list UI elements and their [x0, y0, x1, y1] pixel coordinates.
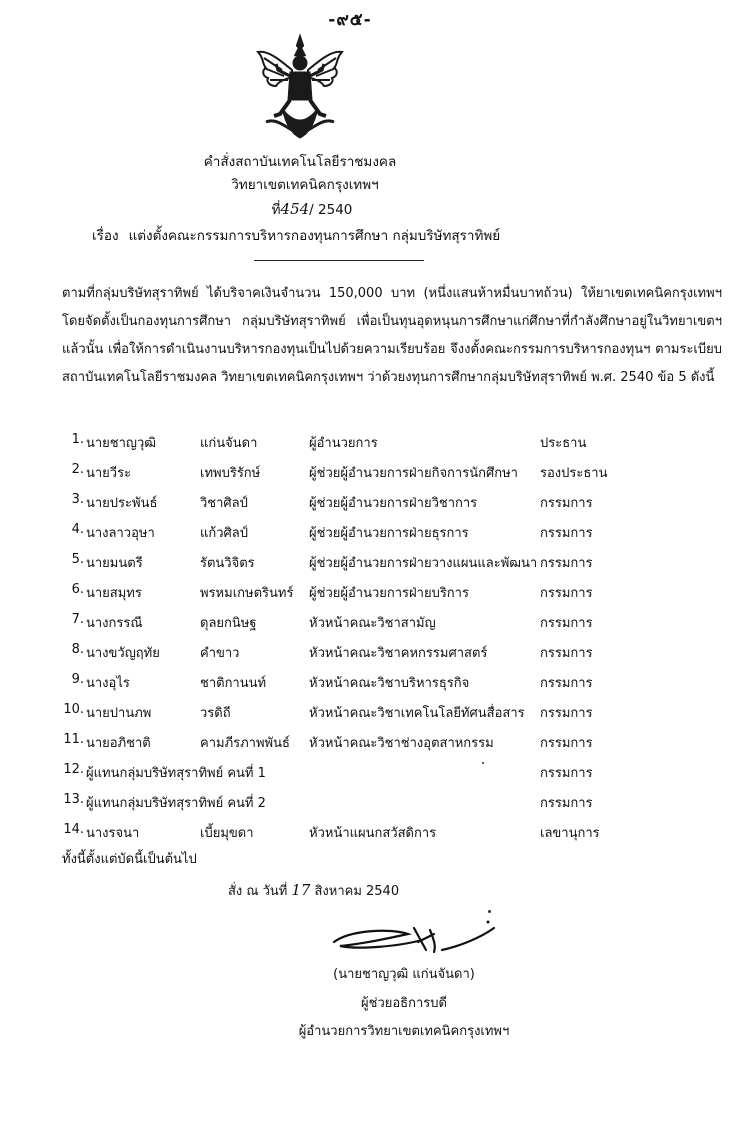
member-surname: พรหมเกษตรินทร์: [200, 586, 294, 601]
member-name: นายสมุทร: [86, 586, 142, 601]
member-position: หัวหน้าคณะวิชาบริหารธุรกิจ: [309, 676, 470, 691]
member-number: 13.: [63, 792, 84, 807]
scan-speck: [482, 762, 484, 764]
member-role: เลขานุการ: [540, 826, 600, 841]
order-day-handwritten: 17: [291, 881, 311, 899]
member-position: หัวหน้าคณะวิชาคหกรรมศาสตร์: [309, 646, 488, 661]
member-role: กรรมการ: [540, 736, 593, 751]
member-name: นายมนตรี: [86, 556, 143, 571]
member-number: 12.: [63, 762, 84, 777]
member-row: [62, 612, 742, 642]
member-surname: ดุลยกนิษฐ: [200, 616, 257, 631]
member-name: ผู้แทนกลุ่มบริษัทสุราทิพย์ คนที่ 1: [86, 766, 266, 781]
member-name: นางรจนา: [86, 826, 140, 841]
member-surname: ชาติกานนท์: [200, 676, 267, 691]
member-row: [62, 432, 742, 462]
member-position: ผู้ช่วยผู้อำนวยการฝ่ายกิจการนักศึกษา: [309, 466, 518, 481]
member-role: กรรมการ: [540, 616, 593, 631]
order-date-prefix: สั่ง ณ วันที่: [228, 884, 288, 899]
member-number: 2.: [71, 462, 84, 477]
member-name: นางอุไร: [86, 676, 130, 691]
member-role: กรรมการ: [540, 676, 593, 691]
signatory-title-2: ผู้อำนวยการวิทยาเขตเทคนิคกรุงเทพฯ: [298, 1024, 510, 1039]
member-row: [62, 462, 742, 492]
document-number-handwritten: 454: [280, 200, 310, 218]
member-name: นายปานภพ: [86, 706, 152, 721]
member-position: หัวหน้าคณะวิชาเทคโนโลยีทัศนสื่อสาร: [309, 706, 525, 721]
member-name: นายอภิชาติ: [86, 736, 151, 751]
member-name: นางลาวอุษา: [86, 526, 155, 541]
member-surname: คามภีรภาพพันธ์: [200, 736, 290, 751]
member-name: นายวีระ: [86, 466, 132, 481]
member-role: กรรมการ: [540, 556, 593, 571]
document-number-year: / 2540: [309, 202, 353, 218]
signatory-title-1: ผู้ช่วยอธิการบดี: [361, 996, 447, 1011]
garuda-emblem-icon: [252, 30, 348, 142]
member-number: 5.: [71, 552, 84, 567]
member-position: ผู้ช่วยผู้อำนวยการฝ่ายวางแผนและพัฒนา: [309, 556, 538, 571]
member-role: กรรมการ: [540, 526, 593, 541]
member-number: 9.: [71, 672, 84, 687]
member-surname: แก้วศิลป์: [200, 526, 249, 541]
document-number: [0, 198, 684, 220]
member-position: ผู้ช่วยผู้อำนวยการฝ่ายธุรการ: [309, 526, 469, 541]
member-number: 8.: [71, 642, 84, 657]
member-row: [62, 702, 742, 732]
handwritten-signature-icon: [330, 920, 500, 960]
member-position: หัวหน้าแผนกสวัสดิการ: [309, 826, 437, 841]
member-number: 10.: [63, 702, 84, 717]
member-row: [62, 522, 742, 552]
closing-statement: ทั้งนี้ตั้งแต่บัดนี้เป็นต้นไป: [62, 852, 197, 867]
member-role: กรรมการ: [540, 496, 593, 511]
member-position: ผู้อำนวยการ: [309, 436, 378, 451]
member-role: กรรมการ: [540, 766, 593, 781]
issuer-line-2: วิทยาเขตเทคนิคกรุงเทพฯ: [231, 177, 379, 193]
member-row: [62, 552, 742, 582]
member-role: รองประธาน: [540, 466, 608, 481]
member-number: 6.: [71, 582, 84, 597]
member-row: [62, 672, 742, 702]
member-position: หัวหน้าคณะวิชาสามัญ: [309, 616, 436, 631]
member-surname: คำขาว: [200, 646, 240, 661]
member-role: กรรมการ: [540, 706, 593, 721]
order-month-year: สิงหาคม 2540: [314, 884, 400, 899]
member-surname: วิชาศิลป์: [200, 496, 248, 511]
member-surname: เทพบริรักษ์: [200, 466, 261, 481]
scan-speck: [488, 910, 491, 913]
page-number: -๙๕-: [328, 10, 372, 30]
member-role: กรรมการ: [540, 796, 593, 811]
subject-text: แต่งตั้งคณะกรรมการบริหารกองทุนการศึกษา กลุ่มบริษัทสุราทิพย์: [128, 228, 501, 244]
member-row: [62, 642, 742, 672]
member-name: นายประพันธ์: [86, 496, 158, 511]
member-number: 4.: [71, 522, 84, 537]
member-surname: แก่นจันดา: [200, 436, 258, 451]
member-position: ผู้ช่วยผู้อำนวยการฝ่ายวิชาการ: [309, 496, 478, 511]
member-name: นางกรรณี: [86, 616, 143, 631]
member-surname: วรดิถี: [200, 706, 231, 721]
member-name: ผู้แทนกลุ่มบริษัทสุราทิพย์ คนที่ 2: [86, 796, 266, 811]
member-name: นางขวัญฤทัย: [86, 646, 160, 661]
body-paragraph: ตามที่กลุ่มบริษัทสุราทิพย์ ได้บริจาคเงินจำนวน 150,000 บาท (หนึ่งแสนห้าหมื่นบาทถ้วน) ให้ยาเขตเทคนิคกรุงเทพฯ โดยจัดตั้งเป็นกองทุนการศึกษา กลุ่มบริษัทสุราทิพย์ เพื่อเป็นทุนอุดหนุนการศึกษาแก่ศึกษาที่กำลังศึกษาอยู่ในวิทยาเขตฯ แล้วนั้น เพื่อให้การดำเนินงานบริหารกองทุนเป็นไปด้วยความเรียบร้อย จึงงตั้งคณะกรรมการบริหารกองทุนฯ ตามระเบียบสถาบันเทคโนโลยีราชมงคล วิทยาเขตเทคนิคกรุงเทพฯ ว่าด้วยงทุนการศึกษากลุ่มบริษัทสุราทิพย์ พ.ศ. 2540 ข้อ 5 ดังนี้: [62, 286, 722, 385]
member-list: [62, 432, 742, 852]
member-number: 14.: [63, 822, 84, 837]
member-role: กรรมการ: [540, 586, 593, 601]
member-position: หัวหน้าคณะวิชาช่างอุตสาหกรรม: [309, 736, 494, 751]
document-number-prefix: ที่: [271, 202, 281, 218]
member-surname: รัตนวิจิตร: [200, 556, 255, 571]
member-row: [62, 732, 742, 762]
member-role: ประธาน: [540, 436, 587, 451]
member-number: 11.: [63, 732, 84, 747]
member-row: [62, 762, 742, 792]
subject-label: เรื่อง: [92, 228, 119, 244]
member-surname: เบี้ยมุขดา: [200, 826, 254, 841]
member-number: 1.: [71, 432, 84, 447]
order-date-line: [228, 880, 399, 901]
member-name: นายชาญวุฒิ: [86, 436, 157, 451]
issuer-line-1: คำสั่งสถาบันเทคโนโลยีราชมงคล: [203, 154, 397, 170]
divider: [254, 260, 424, 261]
member-number: 3.: [71, 492, 84, 507]
member-position: ผู้ช่วยผู้อำนวยการฝ่ายบริการ: [309, 586, 469, 601]
member-role: กรรมการ: [540, 646, 593, 661]
member-number: 7.: [71, 612, 84, 627]
member-row: [62, 792, 742, 822]
member-row: [62, 582, 742, 612]
subject-line: [92, 224, 500, 246]
signatory-name: (นายชาญวุฒิ แก่นจันดา): [333, 967, 475, 982]
member-row: [62, 492, 742, 522]
